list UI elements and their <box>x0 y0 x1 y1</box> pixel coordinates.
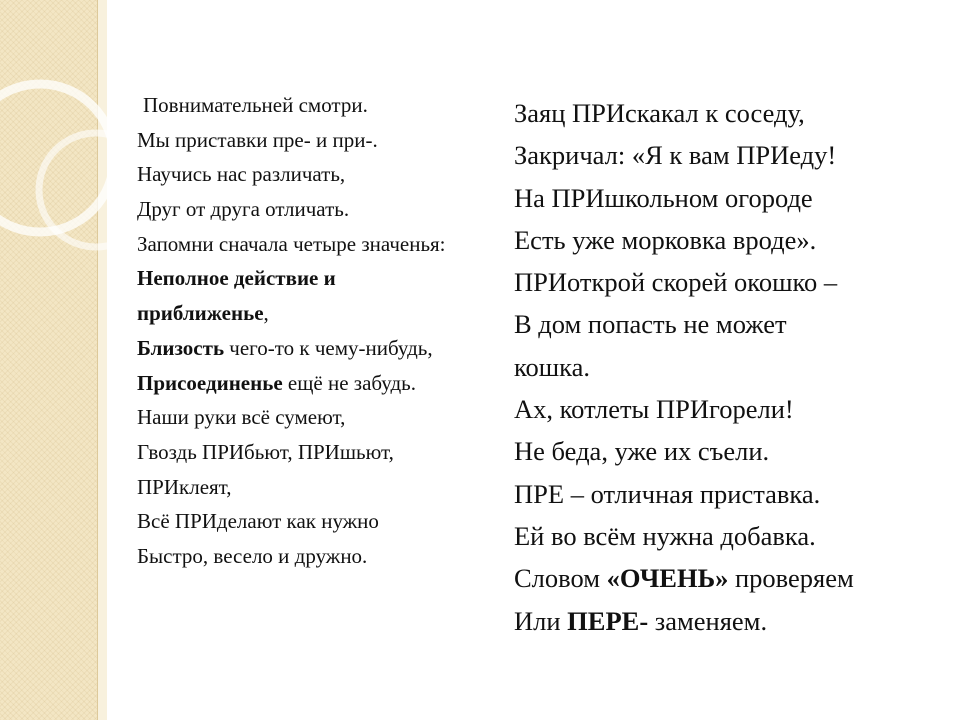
decorative-ring-large <box>0 84 114 232</box>
poem-line <box>137 88 446 123</box>
text-fragment: ещё не забудь. <box>282 370 416 395</box>
text-fragment: Не беда, уже их съели. <box>514 436 770 467</box>
text-fragment: Быстро, весело и дружно. <box>137 543 368 568</box>
poem-line <box>137 366 446 401</box>
text-fragment: , <box>263 301 269 326</box>
poem-line <box>514 303 854 345</box>
poem-line <box>137 400 446 435</box>
bold-fragment: Близость <box>137 335 225 360</box>
poem-line <box>514 219 854 261</box>
poem-line <box>137 123 446 158</box>
poem-line <box>137 157 446 192</box>
text-fragment: проверяем <box>728 563 854 594</box>
bold-fragment: «ОЧЕНЬ» <box>606 563 729 594</box>
text-fragment: Закричал: «Я к вам ПРИеду! <box>514 140 837 171</box>
text-fragment: Заяц ПРИскакал к соседу, <box>514 98 805 128</box>
right-poem <box>514 92 854 642</box>
text-fragment: Ей во всём нужна добавка. <box>514 520 816 551</box>
poem-line <box>514 557 854 599</box>
text-fragment: В дом попасть не может <box>514 309 787 340</box>
text-fragment: Научись нас различать, <box>137 162 346 187</box>
text-fragment: Друг от друга отличать. <box>137 197 350 222</box>
bold-fragment: ПЕРЕ- <box>567 605 649 636</box>
poem-line <box>514 134 854 176</box>
left-poem <box>137 88 446 574</box>
poem-line <box>137 435 446 470</box>
poem-line <box>137 261 446 296</box>
poem-line <box>137 504 446 539</box>
poem-line <box>514 388 854 430</box>
text-fragment: ПРИоткрой скорей окошко – <box>514 267 838 298</box>
text-fragment: ПРИклеят, <box>137 474 232 499</box>
poem-line <box>137 227 446 262</box>
text-fragment: На ПРИшкольном огороде <box>514 182 813 213</box>
poem-line <box>514 92 854 134</box>
bold-fragment: Присоединенье <box>137 370 283 395</box>
text-fragment: Всё ПРИделают как нужно <box>137 509 379 534</box>
bold-fragment: приближенье <box>137 301 264 326</box>
text-fragment: чего-то к чему-нибудь, <box>224 335 433 360</box>
text-fragment: кошка. <box>514 351 591 382</box>
text-fragment: заменяем. <box>648 605 768 636</box>
text-fragment: Есть уже морковка вроде». <box>514 224 817 255</box>
text-fragment: Ах, котлеты ПРИгорели! <box>514 394 794 425</box>
poem-line <box>514 600 854 642</box>
poem-line <box>137 539 446 574</box>
poem-line <box>514 473 854 515</box>
poem-line <box>137 331 446 366</box>
text-fragment: Мы приставки пре- и при-. <box>137 127 378 152</box>
text-fragment: Или <box>514 605 568 636</box>
text-fragment: ПРЕ – отличная приставка. <box>514 478 821 509</box>
poem-line <box>514 346 854 388</box>
poem-line <box>514 177 854 219</box>
poem-line <box>137 192 446 227</box>
text-fragment: Гвоздь ПРИбьют, ПРИшьют, <box>137 439 394 464</box>
text-fragment: Запомни сначала четыре значенья: <box>137 231 446 256</box>
poem-line <box>514 430 854 472</box>
poem-line <box>137 470 446 505</box>
poem-line <box>514 261 854 303</box>
text-fragment: Повнимательней смотри. <box>143 93 368 117</box>
poem-line <box>137 296 446 331</box>
bold-fragment: Неполное действие и <box>137 266 336 291</box>
text-fragment: Наши руки всё сумеют, <box>137 405 346 430</box>
text-fragment: Словом <box>514 563 607 594</box>
poem-line <box>514 515 854 557</box>
decorative-ring-small <box>39 133 153 247</box>
